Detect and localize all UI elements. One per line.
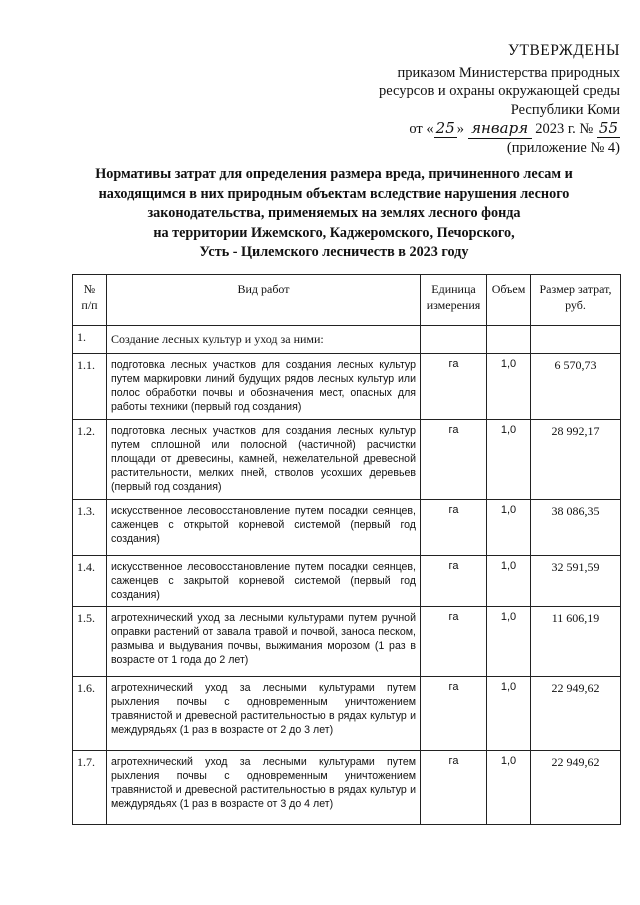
- row-volume: 1,0: [487, 607, 531, 677]
- row-work: подготовка лесных участков для создания лесных культур путем маркировки линий будущих рядов лесных культур или полос обработки почвы и обозначения мест, опасных для работы техники (первый год создания): [107, 354, 421, 420]
- header-unit: [421, 275, 487, 326]
- header-text: Размер затрат,: [539, 282, 612, 296]
- table-row: [73, 607, 621, 677]
- empty-cell: [531, 326, 621, 354]
- header-text: Единица: [431, 282, 476, 296]
- header-text: п/п: [81, 298, 98, 312]
- row-unit: га: [421, 677, 487, 751]
- table-row: [73, 354, 621, 420]
- table-row: [73, 751, 621, 825]
- row-num: 1.1.: [73, 354, 107, 420]
- table-row: [73, 556, 621, 607]
- title-line: находящимся в них природным объектам вследствие нарушения лесного: [98, 185, 570, 202]
- row-num: 1.4.: [73, 556, 107, 607]
- row-work: искусственное лесовосстановление путем посадки сеянцев, саженцев с закрытой корневой системой (первый год создания): [107, 556, 421, 607]
- table-row: [73, 500, 621, 556]
- row-volume: 1,0: [487, 556, 531, 607]
- row-work: агротехнический уход за лесными культурами путем ручной оправки растений от завала травой и почвой, заноса песком, размыва и выдувания почвы, выжимания морозом (1 раз в возрасте от 1 года до 2 лет): [107, 607, 421, 677]
- title-line: Нормативы затрат для определения размера вреда, причиненного лесам и: [95, 166, 573, 182]
- row-unit: га: [421, 354, 487, 420]
- row-unit: га: [421, 500, 487, 556]
- title-line: Усть - Цилемского лесничеств в 2023 году: [199, 244, 469, 260]
- date-year: 2023 г. №: [535, 121, 594, 137]
- row-volume: 1,0: [487, 354, 531, 420]
- row-work: агротехнический уход за лесными культурами путем рыхления почвы с одновременным уничтожением травянистой и древесной растительностью в рядах культур и междурядьях (1 раз в возрасте от 3 до 4 лет): [107, 751, 421, 825]
- row-volume: 1,0: [487, 751, 531, 825]
- approval-date-line: [320, 119, 620, 139]
- row-cost: 32 591,59: [531, 556, 621, 607]
- row-unit: га: [421, 751, 487, 825]
- row-work: агротехнический уход за лесными культурами путем рыхления почвы с одновременным уничтожением травянистой и древесной растительностью в рядах культур и междурядьях (1 раз в возрасте от 2 до 3 лет): [107, 677, 421, 751]
- approval-block: [320, 42, 620, 157]
- date-suffix: »: [456, 121, 464, 137]
- row-work: искусственное лесовосстановление путем посадки сеянцев, саженцев с открытой корневой системой (первый год создания): [107, 500, 421, 556]
- row-cost: 28 992,17: [531, 420, 621, 500]
- row-num: 1.3.: [73, 500, 107, 556]
- section-label: Создание лесных культур и уход за ними:: [107, 326, 421, 354]
- title-line: законодательства, применяемых на землях лесного фонда: [147, 205, 521, 221]
- row-unit: га: [421, 420, 487, 500]
- row-unit: га: [421, 607, 487, 677]
- header-text: измерения: [426, 298, 481, 312]
- header-cost: [531, 275, 621, 326]
- header-volume: Объем: [487, 275, 531, 326]
- table-row: [73, 420, 621, 500]
- row-volume: 1,0: [487, 677, 531, 751]
- row-work: подготовка лесных участков для создания лесных культур путем сплошной или полосной (частичной) расчистки площади от древесины, камней, нежелательной древесной растительности, мелких пней, стволов усохших деревьев (первый год создания): [107, 420, 421, 500]
- document-title: [64, 165, 604, 263]
- empty-cell: [421, 326, 487, 354]
- handwritten-number: 55: [598, 119, 618, 137]
- row-cost: 38 086,35: [531, 500, 621, 556]
- row-cost: 6 570,73: [531, 354, 621, 420]
- row-cost: 22 949,62: [531, 751, 621, 825]
- approval-appendix: (приложение № 4): [506, 139, 620, 156]
- cost-norms-table: [72, 274, 621, 825]
- header-text: руб.: [565, 298, 586, 312]
- table-header-row: [73, 275, 621, 326]
- approval-heading: УТВЕРЖДЕНЫ: [508, 42, 620, 59]
- table-row: [73, 677, 621, 751]
- row-num: 1.5.: [73, 607, 107, 677]
- row-cost: 22 949,62: [531, 677, 621, 751]
- table-section-row: [73, 326, 621, 354]
- row-unit: га: [421, 556, 487, 607]
- approval-line: ресурсов и охраны окружающей среды: [378, 83, 620, 99]
- title-line: на территории Ижемского, Каджеромского, Печорского,: [153, 224, 515, 241]
- date-prefix: от «: [409, 121, 434, 137]
- empty-cell: [487, 326, 531, 354]
- header-num: [73, 275, 107, 326]
- row-num: 1.2.: [73, 420, 107, 500]
- approval-line: Республики Коми: [510, 101, 620, 118]
- row-num: 1.7.: [73, 751, 107, 825]
- row-num: 1.6.: [73, 677, 107, 751]
- header-work: Вид работ: [107, 275, 421, 326]
- row-num: 1.: [73, 326, 107, 354]
- row-cost: 11 606,19: [531, 607, 621, 677]
- header-text: №: [83, 282, 96, 296]
- row-volume: 1,0: [487, 420, 531, 500]
- approval-line: приказом Министерства природных: [397, 64, 620, 81]
- handwritten-day: 25: [435, 119, 455, 137]
- handwritten-month: января: [468, 119, 532, 139]
- row-volume: 1,0: [487, 500, 531, 556]
